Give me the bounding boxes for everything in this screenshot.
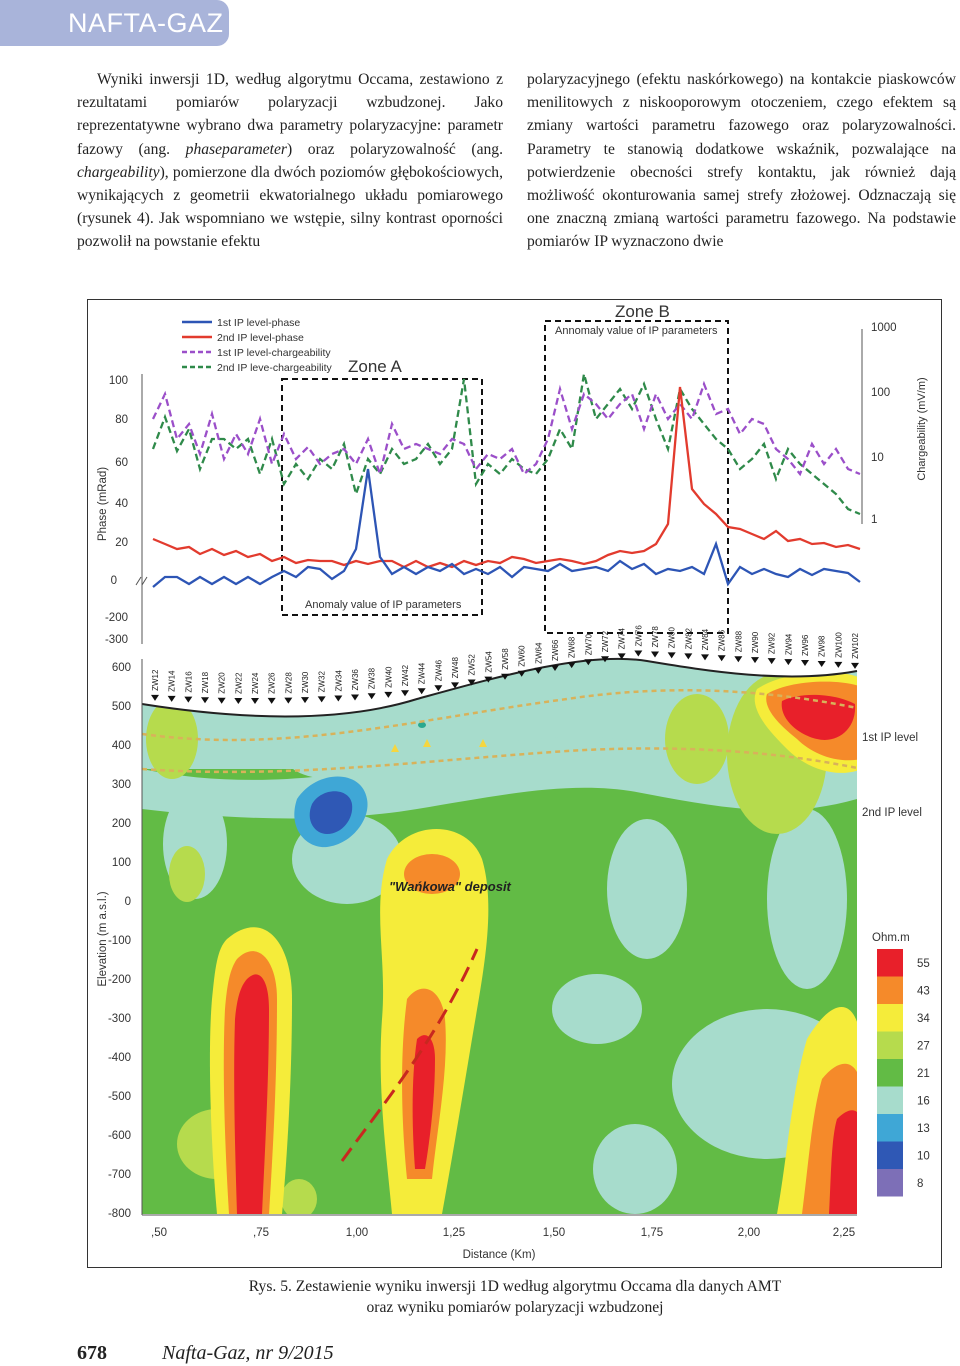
distance-tick: ,50 — [151, 1227, 167, 1239]
elevation-tick: 500 — [111, 701, 131, 713]
colorbar-swatch — [877, 1087, 903, 1115]
elevation-tick: 400 — [111, 740, 131, 752]
elevation-tick: -500 — [107, 1091, 131, 1103]
caption-line-2: oraz wyniku pomiarów polaryzacji wzbudzonej — [366, 1299, 664, 1316]
elevation-tick: 0 — [124, 896, 131, 908]
phase-tick: -300 — [104, 634, 128, 646]
station-label: ZW100 — [834, 632, 844, 658]
deposit-label: "Wańkowa" deposit — [389, 879, 511, 894]
text-column-right — [527, 68, 956, 254]
station-label: ZW46 — [434, 659, 444, 682]
elevation-tick: 600 — [111, 662, 131, 674]
colorbar-label: 21 — [917, 1068, 930, 1080]
elevation-tick: -800 — [107, 1208, 131, 1220]
phase-axis-title: Phase (mRad) — [97, 466, 109, 542]
elevation-tick: -600 — [107, 1130, 131, 1142]
station-label: ZW16 — [184, 671, 194, 693]
station-label: ZW52 — [467, 654, 477, 676]
elevation-tick: 300 — [111, 779, 131, 791]
station-label: ZW82 — [684, 628, 694, 650]
colorbar-swatch — [877, 1004, 903, 1032]
distance-tick: ,75 — [253, 1227, 269, 1239]
colorbar-swatch — [877, 1114, 903, 1142]
figure — [87, 299, 942, 1268]
chargeability-tick: 100 — [871, 387, 891, 399]
station-label: ZW18 — [201, 671, 210, 694]
anomaly-label-a: Anomaly value of IP parameters — [305, 599, 462, 611]
phase-tick: 80 — [115, 414, 128, 426]
colorbar-swatch — [877, 1169, 903, 1197]
anomaly-label-b: Annomaly value of IP parameters — [555, 325, 718, 337]
phase-tick: 60 — [115, 457, 128, 469]
legend-entry-2: 2nd IP level-phase — [217, 332, 304, 344]
phase-tick: 100 — [108, 375, 128, 387]
colorbar-label: 43 — [917, 985, 930, 998]
elevation-tick: -700 — [107, 1169, 131, 1181]
distance-tick: 1,25 — [442, 1227, 466, 1239]
distance-axis-title: Distance (Km) — [462, 1249, 536, 1261]
legend-entry-1: 1st IP level-phase — [217, 317, 301, 329]
elevation-tick: -100 — [107, 935, 131, 947]
journal-tab-label: NAFTA-GAZ — [68, 8, 224, 38]
elevation-tick: 200 — [111, 818, 131, 830]
station-label: ZW70 — [584, 633, 594, 656]
phase-tick: 20 — [115, 537, 128, 549]
chargeability-axis-title: Chargeability (mV/m) — [916, 377, 928, 481]
station-label: ZW88 — [734, 630, 744, 653]
zone-b-label: Zone B — [615, 302, 670, 321]
caption-line-1: Rys. 5. Zestawienie wyniku inwersji 1D według algorytmu Occama dla danych AMT — [248, 1278, 782, 1295]
station-label: ZW98 — [817, 635, 827, 657]
elevation-tick: -400 — [107, 1052, 131, 1064]
chargeability-tick: 1 — [871, 514, 878, 526]
distance-tick: 1,00 — [345, 1227, 369, 1239]
distance-tick: 2,00 — [737, 1227, 761, 1239]
journal-footer: Nafta-Gaz, nr 9/2015 — [162, 1342, 334, 1364]
station-label: ZW74 — [617, 628, 627, 650]
colorbar-label: 8 — [917, 1178, 924, 1190]
chargeability-tick: 10 — [871, 452, 884, 464]
station-label: ZW32 — [317, 671, 327, 693]
elevation-axis-title: Elevation (m a.s.l.) — [97, 891, 109, 987]
station-label: ZW94 — [784, 633, 794, 656]
colorbar-unit: Ohm.m — [872, 932, 910, 944]
station-label: ZW80 — [667, 627, 677, 649]
station-label: ZW76 — [634, 625, 644, 647]
journal-tab — [0, 0, 229, 46]
station-label: ZW60 — [517, 645, 527, 667]
station-label: ZW30 — [301, 671, 310, 694]
station-label: ZW92 — [767, 632, 777, 655]
phase-tick: 0 — [110, 575, 117, 587]
paragraph: Wyniki inwersji 1D, według algorytmu Occama, zestawiono z rezultatami pomiarów polaryzacji wzbudzonej. Jako reprezentatywne wybrano dwa parametry polaryzacyjne: parametr fazowy (ang. phaseparameter) oraz polaryzowalność (ang. chargeability), pomierzone dla dwóch poziomów głębokościowych, wynikających z geometrii ekwatorialnego układu pomiarowego (rysunek 4). Jak wspomniano we wstępie, silny kontrast oporności pozwolił na powstanie efektu — [77, 71, 504, 251]
paragraph: polaryzacyjnego (efektu naskórkowego) na kontakcie piaskowców menilitowych z niskooporowym otoczeniem, czego efektem są zmiany wartości parametru fazowego oraz polaryzowalności. Parametry te stanowią dodatkowe wskaźnik, pozwalające na potwierdzenie obecności strefy kontaktu, jak również dają możliwość okonturowania samej strefy złożowej. Odznaczają się one znaczną zmianą wartości parametru fazowego. Na podstawie pomiarów IP wyznaczono dwie — [527, 71, 956, 251]
colorbar-label: 55 — [917, 958, 930, 970]
figure-svg — [87, 299, 942, 1268]
station-label: ZW42 — [401, 664, 410, 687]
station-label: ZW44 — [417, 662, 427, 685]
station-label: ZW26 — [267, 672, 277, 694]
chargeability-tick: 1000 — [871, 322, 897, 334]
colorbar-label: 27 — [917, 1040, 930, 1053]
colorbar-label: 13 — [917, 1123, 930, 1135]
colorbar-swatch — [877, 1142, 903, 1170]
colorbar-swatch — [877, 1032, 903, 1060]
station-label: ZW90 — [751, 631, 760, 654]
elevation-tick: 100 — [111, 857, 131, 869]
resistivity-section — [142, 649, 862, 1219]
station-label: ZW24 — [251, 672, 260, 694]
station-label: ZW38 — [367, 667, 377, 690]
station-label: ZW20 — [217, 672, 227, 694]
figure-caption — [100, 1276, 930, 1318]
station-label: ZW96 — [801, 634, 810, 657]
station-label: ZW58 — [501, 648, 510, 670]
station-label: ZW22 — [234, 672, 244, 694]
station-label: ZW78 — [651, 626, 660, 648]
station-label: ZW84 — [701, 628, 710, 651]
ip-level-2-label: 2nd IP level — [862, 807, 922, 819]
colorbar-swatch — [877, 1059, 903, 1087]
elevation-tick: -300 — [107, 1013, 131, 1025]
distance-tick: 1,50 — [542, 1227, 566, 1239]
colorbar-swatch — [877, 977, 903, 1005]
station-label: ZW48 — [451, 657, 460, 679]
station-label: ZW64 — [534, 642, 544, 664]
distance-tick: 2,25 — [832, 1227, 856, 1239]
legend-entry-3: 1st IP level-chargeability — [217, 347, 331, 359]
colorbar-label: 16 — [917, 1095, 930, 1108]
elevation-tick: -200 — [107, 974, 131, 986]
station-label: ZW34 — [334, 670, 344, 692]
station-label: ZW68 — [567, 636, 577, 659]
colorbar-label: 34 — [917, 1013, 930, 1025]
station-label: ZW36 — [351, 669, 360, 691]
station-label: ZW28 — [284, 672, 294, 694]
colorbar-label: 10 — [917, 1150, 930, 1163]
station-label: ZW12 — [151, 669, 160, 691]
phase-tick: 40 — [115, 498, 128, 510]
ip-level-1-label: 1st IP level — [862, 732, 919, 744]
station-label: ZW102 — [851, 633, 860, 659]
station-label: ZW86 — [717, 629, 727, 652]
station-label: ZW54 — [484, 651, 494, 673]
legend-entry-4: 2nd IP leve-chargeability — [217, 362, 332, 374]
station-label: ZW66 — [551, 639, 560, 661]
zone-a-label: Zone A — [348, 357, 402, 376]
colorbar-swatch — [877, 949, 903, 977]
distance-tick: 1,75 — [640, 1227, 664, 1239]
station-label: ZW72 — [601, 630, 610, 653]
page-number: 678 — [77, 1342, 107, 1364]
station-label: ZW14 — [167, 670, 177, 692]
text-column-left — [77, 68, 503, 254]
station-label: ZW40 — [384, 666, 394, 688]
phase-tick: -200 — [104, 612, 128, 624]
